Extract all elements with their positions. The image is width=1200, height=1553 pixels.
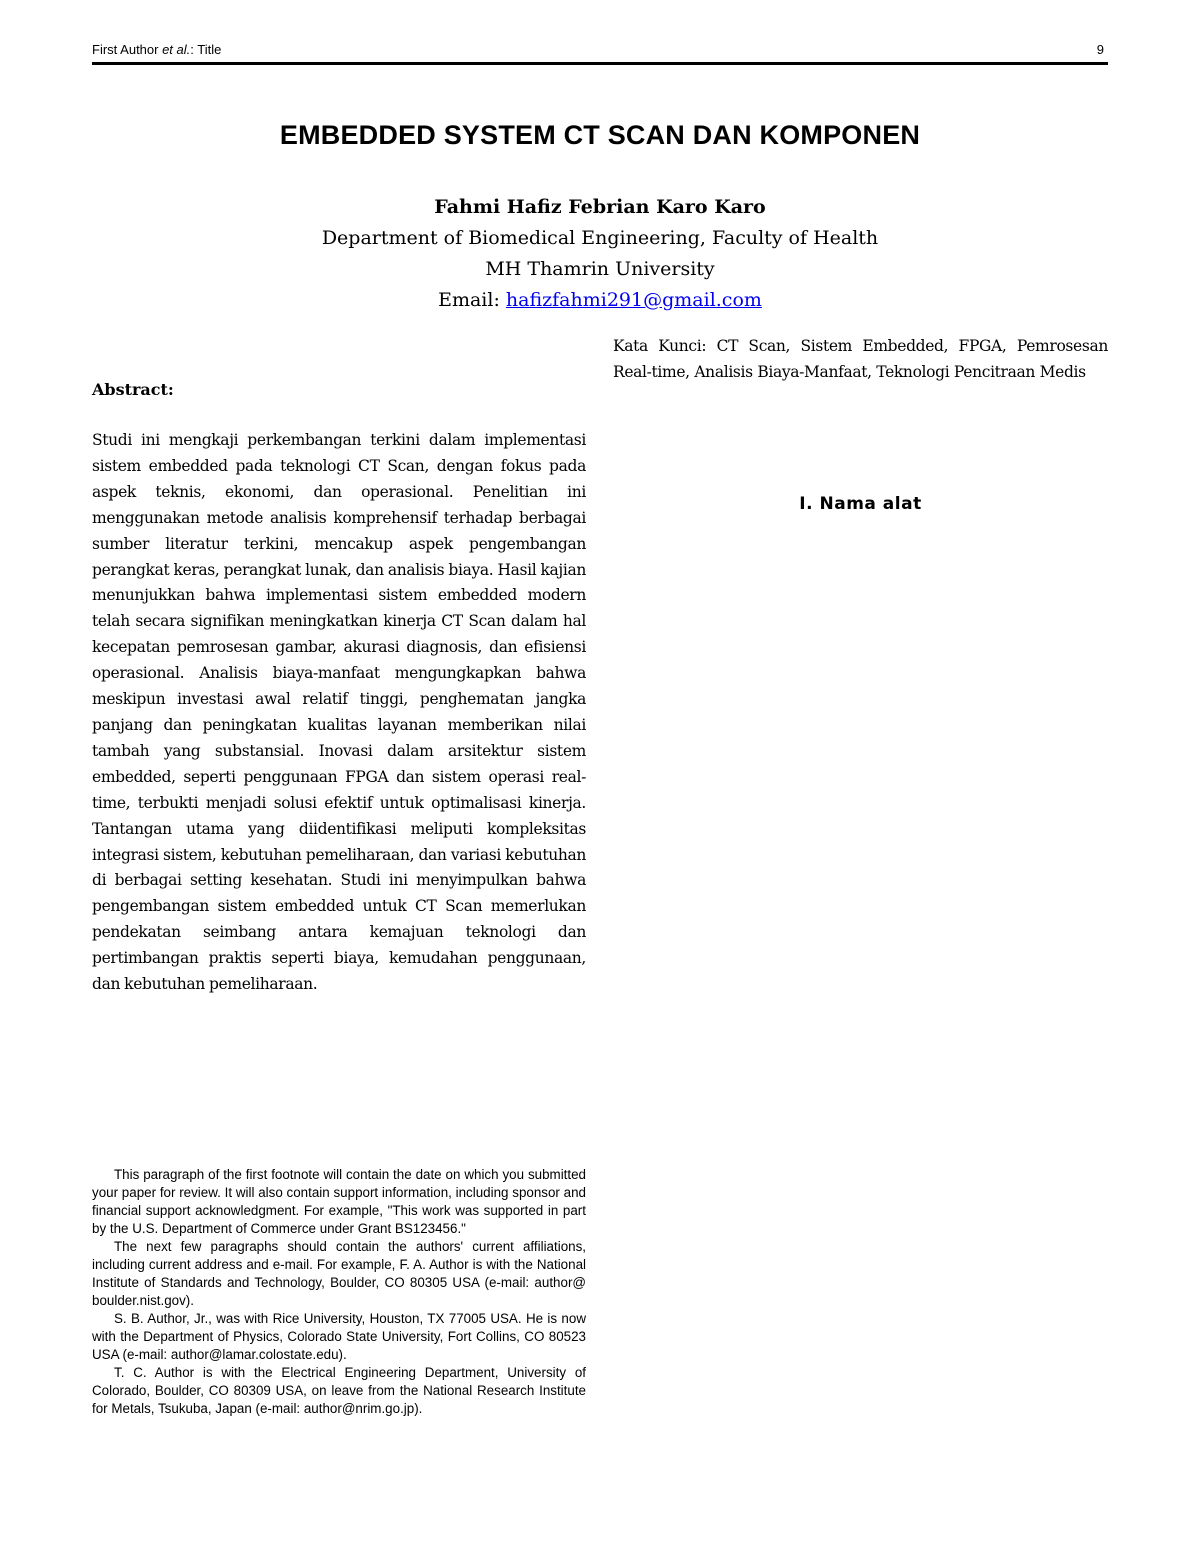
page-number: 9 (1096, 42, 1104, 57)
running-title-etal: et al. (162, 42, 191, 57)
running-title-suffix: : Title (190, 42, 222, 57)
running-header (92, 42, 1108, 62)
email-link[interactable]: hafizfahmi291@gmail.com (505, 289, 762, 311)
left-column (92, 380, 586, 998)
abstract-heading: Abstract: (92, 380, 174, 399)
footnote-paragraph: T. C. Author is with the Electrical Engineering Department, University of Colorado, Boulder, CO 80309 USA, on leave from the National Research Institute for Metals, Tsukuba, Japan (e-mail: author@nrim.go.jp). (92, 1365, 586, 1416)
footnote-paragraph: This paragraph of the first footnote will contain the date on which you submitted your paper for review. It will also contain support information, including sponsor and financial support acknowledgment. For example, "This work was supported in part by the U.S. Department of Commerce under Grant BS123456." (92, 1167, 586, 1236)
right-column (613, 334, 1108, 386)
author-name: Fahmi Hafiz Febrian Karo Karo (434, 196, 766, 218)
abstract-text: Studi ini mengkaji perkembangan terkini dalam implementasi sistem embedded pada teknologi CT Scan, dengan fokus pada aspek teknis, ekonomi, dan operasional. Penelitian ini menggunakan metode analisis komprehensif terhadap berbagai sumber literatur terkini, mencakup aspek pengembangan perangkat keras, perangkat lunak, dan analisis biaya. Hasil kajian menunjukkan bahwa implementasi sistem embedded modern telah secara signifikan meningkatkan kinerja CT Scan dalam hal kecepatan pemrosesan gambar, akurasi diagnosis, dan efisiensi operasional. Analisis biaya-manfaat mengungkapkan bahwa meskipun investasi awal relatif tinggi, penghematan jangka panjang dan peningkatan kualitas layanan memberikan nilai tambah yang substansial. Inovasi dalam arsitektur sistem embedded, seperti penggunaan FPGA dan sistem operasi real-time, terbukti menjadi solusi efektif untuk optimalisasi kinerja. Tantangan utama yang diidentifikasi meliputi kompleksitas integrasi sistem, kebutuhan pemeliharaan, dan variasi kebutuhan di berbagai setting kesehatan. Studi ini menyimpulkan bahwa pengembangan sistem embedded untuk CT Scan memerlukan pendekatan seimbang antara kemajuan teknologi dan pertimbangan praktis seperti biaya, kemudahan penggunaan, dan kebutuhan pemeliharaan. (92, 431, 586, 994)
footnote-paragraph: S. B. Author, Jr., was with Rice University, Houston, TX 77005 USA. He is now with the Department of Physics, Colorado State University, Fort Collins, CO 80523 USA (e-mail: author@lamar.colostate.edu). (92, 1311, 586, 1362)
footnote-block (92, 1166, 586, 1418)
paper-title: EMBEDDED SYSTEM CT SCAN DAN KOMPONEN (279, 120, 921, 150)
author-department: Department of Biomedical Engineering, Faculty of Health (321, 227, 879, 249)
author-university: MH Thamrin University (485, 258, 715, 280)
author-email-line (92, 285, 1108, 316)
author-block (92, 192, 1108, 316)
header-rule (92, 62, 1108, 65)
email-label: Email: (438, 289, 506, 311)
keywords: Kata Kunci: CT Scan, Sistem Embedded, FPGA, Pemrosesan Real-time, Analisis Biaya-Manfaat, Teknologi Pencitraan Medis (613, 337, 1108, 381)
running-title-prefix: First Author (92, 42, 163, 57)
running-title (92, 42, 221, 57)
section-heading: I. Nama alat (799, 494, 922, 514)
footnote-paragraph: The next few paragraphs should contain the authors' current affiliations, including current address and e-mail. For example, F. A. Author is with the National Institute of Standards and Technology, Boulder, CO 80305 USA (e-mail: author@ boulder.nist.gov). (92, 1239, 586, 1308)
